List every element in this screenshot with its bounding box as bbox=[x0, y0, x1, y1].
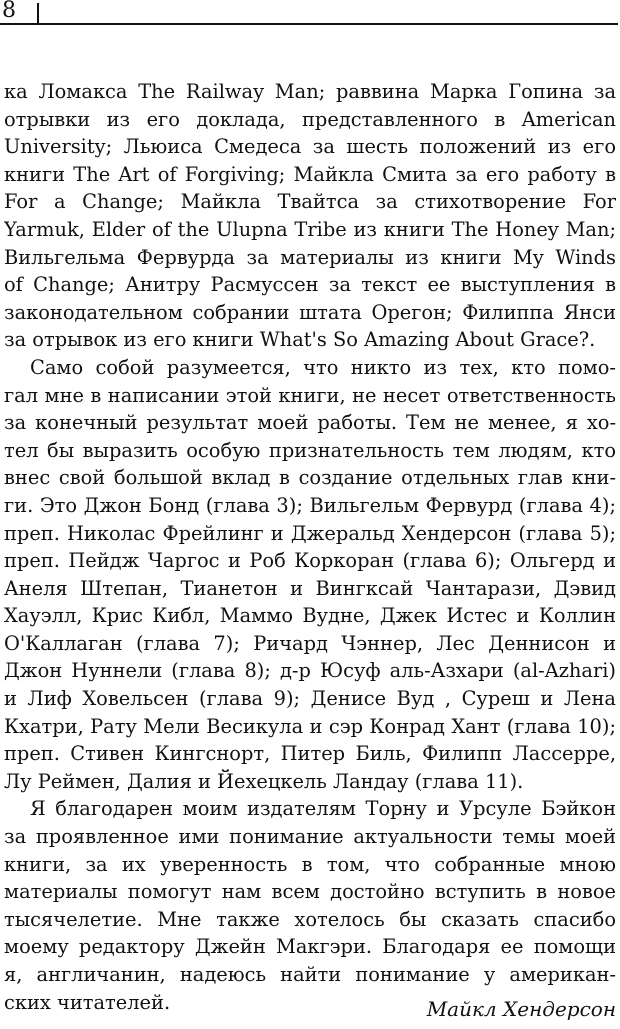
paragraph bbox=[4, 78, 616, 354]
text-line: Анеля Штепан, Тианетон и Вингксай Чантарази, Дэвид bbox=[4, 576, 616, 600]
text-line: Yarmuk, Elder of the Ulupna Tribe из книги The Honey Man; bbox=[4, 217, 616, 241]
text-line: за конечный результат моей работы. Тем не менее, я хо- bbox=[4, 411, 616, 435]
text-line: моему редактору Джейн Макгэри. Благодаря ее помощи bbox=[4, 935, 616, 959]
text-line: материалы помогут нам всем достойно вступить в новое bbox=[4, 880, 616, 904]
author-signature: Майкл Хендерсон bbox=[426, 997, 616, 1021]
text-line: Джон Нуннели (глава 8); д-р Юсуф аль-Азхари (al-Azhari) bbox=[4, 659, 616, 683]
text-line: преп. Николас Фрейлинг и Джеральд Хендерсон (глава 5); bbox=[4, 521, 616, 545]
page-number: 8 bbox=[2, 0, 16, 23]
text-line: ских читателей. bbox=[4, 990, 171, 1014]
text-line: Лу Реймен, Далия и Йехецкель Ландау (глава 11). bbox=[4, 769, 524, 793]
text-line: внес свой большой вклад в создание отдельных глав кни- bbox=[4, 466, 616, 490]
running-header bbox=[0, 0, 620, 28]
body-text bbox=[4, 78, 616, 1016]
text-line: книги, за их уверенность в том, что собранные мною bbox=[4, 852, 616, 876]
text-line: Само собой разумеется, что никто из тех, кто помо- bbox=[30, 355, 616, 379]
text-line: of Change; Анитру Расмуссен за текст ее выступления в bbox=[4, 273, 616, 297]
text-line: я, англичанин, надеюсь найти понимание у американ- bbox=[4, 963, 616, 986]
text-line: Я благодарен моим издателям Торну и Урсуле Бэйкон bbox=[30, 797, 616, 821]
text-line: преп. Пейдж Чаргос и Роб Коркоран (глава 6); Ольгерд и bbox=[4, 549, 616, 573]
header-separator-tick bbox=[37, 3, 39, 23]
text-line: Кхатри, Рату Мели Весикула и сэр Конрад Хант (глава 10); bbox=[4, 714, 616, 738]
text-line: тысячелетие. Мне также хотелось бы сказать спасибо bbox=[4, 907, 616, 931]
text-line: книги The Art of Forgiving; Майкла Смита за его работу в bbox=[4, 162, 616, 186]
paragraph bbox=[4, 795, 616, 1016]
text-line: ка Ломакса The Railway Man; раввина Марка Гопина за bbox=[4, 80, 616, 103]
text-line: ги. Это Джон Бонд (глава 3); Вильгельм Фервурд (глава 4); bbox=[4, 493, 616, 517]
text-line: законодательном собрании штата Орегон; Филиппа Янси bbox=[4, 300, 616, 324]
text-line: О'Каллаган (глава 7); Ричард Чэннер, Лес Деннисон и bbox=[4, 631, 616, 655]
text-line: преп. Стивен Кингснорт, Питер Биль, Филипп Лассерре, bbox=[4, 742, 616, 766]
text-line: тел бы выразить особую признательность тем людям, кто bbox=[4, 438, 616, 462]
text-line: For a Change; Майкла Твайтса за стихотворение For bbox=[4, 190, 616, 214]
text-line: гал мне в написании этой книги, не несет ответственность bbox=[4, 383, 616, 407]
paragraph bbox=[4, 354, 616, 796]
text-line: отрывки из его доклада, представленного в American bbox=[4, 107, 616, 131]
text-line: University; Льюиса Смедеса за шесть положений из его bbox=[4, 135, 616, 159]
text-line: за проявленное ими понимание актуальности темы моей bbox=[4, 825, 616, 849]
text-line: и Лиф Ховельсен (глава 9); Денисе Вуд , Суреш и Лена bbox=[4, 687, 616, 711]
text-line: за отрывок из его книги What's So Amazing About Grace?. bbox=[4, 328, 596, 352]
header-rule bbox=[0, 23, 618, 25]
text-line: Хауэлл, Крис Кибл, Маммо Вудне, Джек Истес и Коллин bbox=[4, 604, 616, 628]
text-line: Вильгельма Фервурда за материалы из книги My Winds bbox=[4, 245, 616, 269]
